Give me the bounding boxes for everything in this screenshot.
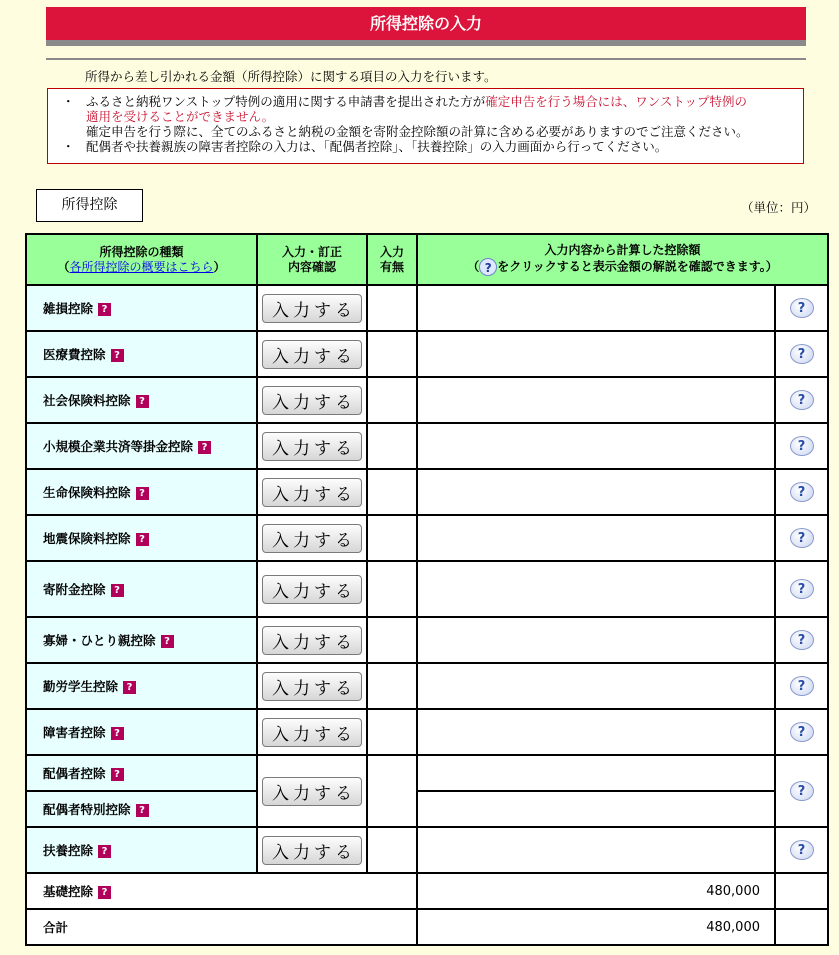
- help-icon[interactable]: ?: [790, 390, 814, 410]
- row-label: 生命保険料控除: [43, 485, 131, 500]
- table-row: [26, 755, 828, 791]
- amount-cell: [417, 617, 775, 663]
- table-row: [26, 423, 828, 469]
- help-icon[interactable]: ?: [790, 722, 814, 742]
- row-label: 合計: [43, 920, 69, 935]
- help-icon: ?: [479, 258, 497, 276]
- input-status: [367, 755, 417, 827]
- help-icon[interactable]: ?: [111, 584, 124, 597]
- amount-cell: [417, 663, 775, 709]
- row-label: 勤労学生控除: [43, 679, 119, 694]
- input-status: [367, 561, 417, 617]
- help-icon[interactable]: ?: [790, 528, 814, 548]
- tab-income-deduction[interactable]: 所得控除: [36, 189, 143, 222]
- help-icon[interactable]: ?: [790, 436, 814, 456]
- amount-cell: [417, 561, 775, 617]
- page-title: 所得控除の入力: [46, 7, 806, 40]
- input-button[interactable]: 入力する: [262, 340, 362, 369]
- table-row: [26, 663, 828, 709]
- table-row: [26, 331, 828, 377]
- help-icon[interactable]: ?: [136, 804, 149, 817]
- input-status: [367, 617, 417, 663]
- header-amount: 入力内容から計算した控除額 （ ? をクリックすると表示金額の解説を確認できます。）: [417, 234, 828, 285]
- header-status: 入力 有無: [367, 234, 417, 285]
- table-row: [26, 909, 828, 945]
- notice-text: 配偶者や扶養親族の障害者控除の入力は、「配偶者控除」、「扶養控除」の入力画面から行ってください。: [86, 139, 668, 154]
- input-button[interactable]: 入力する: [262, 836, 362, 865]
- amount-cell: [417, 791, 775, 827]
- header-input: 入力・訂正 内容確認: [257, 234, 367, 285]
- amount-cell: [417, 377, 775, 423]
- title-divider: [46, 58, 806, 60]
- row-label: 寡婦・ひとり親控除: [43, 633, 156, 648]
- help-icon[interactable]: ?: [111, 768, 124, 781]
- row-label: 障害者控除: [43, 725, 106, 740]
- help-icon[interactable]: ?: [98, 845, 111, 858]
- input-button[interactable]: 入力する: [262, 626, 362, 655]
- overview-link[interactable]: 各所得控除の概要はこちら: [69, 259, 214, 274]
- help-icon[interactable]: ?: [98, 886, 111, 899]
- notice-warning: 確定申告を行う場合には、ワンストップ特例の: [485, 94, 748, 109]
- help-icon[interactable]: ?: [123, 681, 136, 694]
- input-button[interactable]: 入力する: [262, 524, 362, 553]
- help-icon[interactable]: ?: [790, 840, 814, 860]
- input-button[interactable]: 入力する: [262, 432, 362, 461]
- row-label: 医療費控除: [43, 347, 106, 362]
- input-button[interactable]: 入力する: [262, 672, 362, 701]
- header-type: 所得控除の種類 （各所得控除の概要はこちら）: [26, 234, 257, 285]
- input-status: [367, 515, 417, 561]
- bullet: ・: [62, 139, 75, 154]
- row-label: 地震保険料控除: [43, 531, 131, 546]
- input-status: [367, 377, 417, 423]
- help-icon[interactable]: ?: [136, 533, 149, 546]
- input-button[interactable]: 入力する: [262, 718, 362, 747]
- row-label: 寄附金控除: [43, 582, 106, 597]
- input-status: [367, 469, 417, 515]
- help-icon[interactable]: ?: [136, 395, 149, 408]
- amount-cell: 480,000: [417, 873, 775, 909]
- help-icon[interactable]: ?: [790, 344, 814, 364]
- notice-text: ふるさと納税ワンストップ特例の適用に関する申請書を提出された方が: [86, 94, 486, 109]
- input-button[interactable]: 入力する: [262, 386, 362, 415]
- help-icon[interactable]: ?: [790, 676, 814, 696]
- table-row: [26, 873, 828, 909]
- row-label: 扶養控除: [43, 843, 94, 858]
- row-label: 小規模企業共済等掛金控除: [43, 439, 194, 454]
- row-label: 社会保険料控除: [43, 393, 131, 408]
- amount-cell: [417, 423, 775, 469]
- intro-text: 所得から差し引かれる金額（所得控除）に関する項目の入力を行います。: [85, 69, 497, 84]
- input-status: [367, 423, 417, 469]
- help-icon[interactable]: ?: [790, 630, 814, 650]
- help-icon[interactable]: ?: [198, 441, 211, 454]
- row-label: 基礎控除: [43, 884, 94, 899]
- input-status: [367, 285, 417, 331]
- help-icon[interactable]: ?: [790, 781, 814, 801]
- table-row: [26, 791, 828, 827]
- amount-cell: [417, 827, 775, 873]
- table-header: [26, 234, 828, 285]
- help-icon[interactable]: ?: [111, 349, 124, 362]
- help-icon[interactable]: ?: [790, 579, 814, 599]
- title-underline: [46, 40, 806, 46]
- amount-cell: [417, 515, 775, 561]
- table-row: [26, 377, 828, 423]
- table-row: [26, 469, 828, 515]
- help-icon[interactable]: ?: [790, 482, 814, 502]
- table-row: [26, 515, 828, 561]
- notice-box: [47, 88, 804, 164]
- row-label: 配偶者控除: [43, 766, 106, 781]
- help-icon[interactable]: ?: [98, 303, 111, 316]
- notice-item: [58, 94, 795, 139]
- notice-item: [58, 139, 795, 154]
- table-row: [26, 617, 828, 663]
- input-button[interactable]: 入力する: [262, 294, 362, 323]
- help-icon[interactable]: ?: [161, 635, 174, 648]
- input-status: [367, 663, 417, 709]
- row-label: 雑損控除: [43, 301, 94, 316]
- deduction-table: [25, 233, 829, 946]
- amount-cell: [417, 755, 775, 791]
- table-row: [26, 561, 828, 617]
- unit-label: （単位：円）: [741, 200, 817, 215]
- amount-cell: [417, 469, 775, 515]
- table-row: [26, 827, 828, 873]
- table-row: [26, 285, 828, 331]
- amount-cell: [417, 709, 775, 755]
- table-row: [26, 709, 828, 755]
- bullet: ・: [62, 94, 75, 109]
- input-button[interactable]: 入力する: [262, 575, 362, 604]
- amount-cell: [417, 331, 775, 377]
- row-label: 配偶者特別控除: [43, 802, 131, 817]
- amount-cell: [417, 285, 775, 331]
- input-button[interactable]: 入力する: [262, 478, 362, 507]
- help-icon[interactable]: ?: [111, 727, 124, 740]
- input-status: [367, 827, 417, 873]
- help-icon[interactable]: ?: [790, 298, 814, 318]
- input-status: [367, 331, 417, 377]
- amount-cell: 480,000: [417, 909, 775, 945]
- input-status: [367, 709, 417, 755]
- notice-warning: 適用を受けることができません。: [86, 109, 275, 124]
- input-button[interactable]: 入力する: [262, 777, 362, 806]
- help-icon[interactable]: ?: [136, 487, 149, 500]
- notice-text: 確定申告を行う際に、全てのふるさと納税の金額を寄附金控除額の計算に含める必要がありますのでご注意ください。: [86, 124, 749, 139]
